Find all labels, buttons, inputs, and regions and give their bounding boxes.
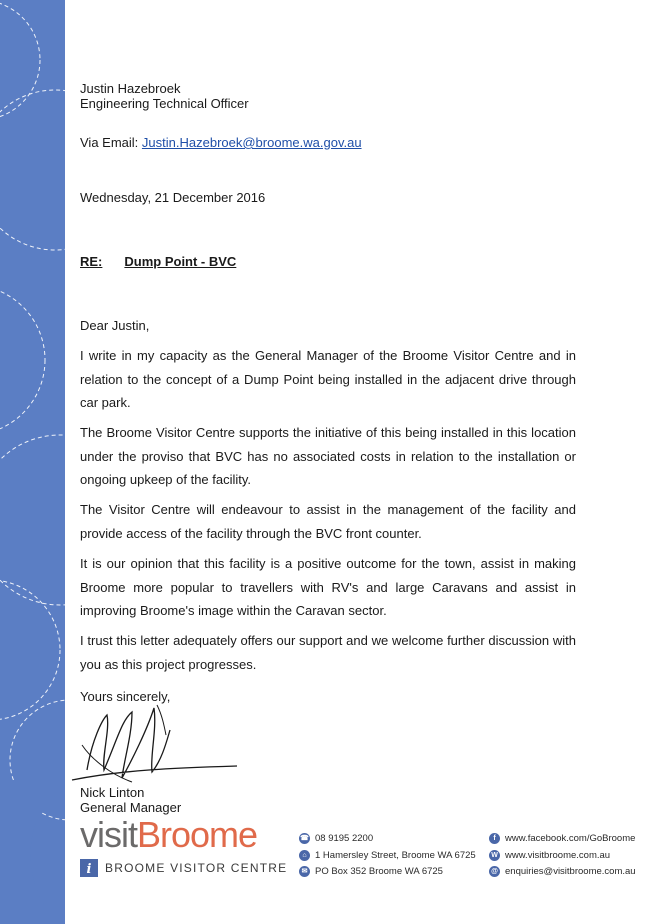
recipient-name: Justin Hazebroek xyxy=(80,81,181,96)
letter-date: Wednesday, 21 December 2016 xyxy=(80,190,266,205)
contact-phone-text: 08 9195 2200 xyxy=(315,832,374,844)
contact-facebook xyxy=(489,831,635,845)
contact-email xyxy=(489,864,636,878)
body-paragraph: The Visitor Centre will endeavour to assist in the management of the facility and provide access of the facility through the BVC front counter. xyxy=(80,502,576,541)
body-paragraph: I trust this letter adequately offers our support and we welcome further discussion with you as this project progresses. xyxy=(80,633,576,672)
body-paragraph: I write in my capacity as the General Manager of the Broome Visitor Centre and in relation to the concept of a Dump Point being installed in the adjacent drive through car park. xyxy=(80,348,576,410)
recipient-title: Engineering Technical Officer xyxy=(80,96,249,111)
logo-visit-text: visit xyxy=(80,814,137,855)
contact-address xyxy=(299,848,476,862)
signatory-name: Nick Linton xyxy=(80,785,145,800)
logo-broome-text: Broome xyxy=(137,814,258,855)
recipient-email-link[interactable]: Justin.Hazebroek@broome.wa.gov.au xyxy=(141,135,362,150)
contact-facebook-text[interactable]: www.facebook.com/GoBroome xyxy=(505,832,636,844)
contact-po-box-text: PO Box 352 Broome WA 6725 xyxy=(315,865,443,877)
bvc-info-icon xyxy=(80,859,98,877)
body-paragraph: The Broome Visitor Centre supports the initiative of this being installed in this location under the proviso that BVC has no associated costs in relation to the installation or ongoing upkeep of the facility. xyxy=(80,425,576,487)
body-paragraph: It is our opinion that this facility is a positive outcome for the town, assist in making Broome more popular to travellers with RV's and large Caravans and assist in improving Broome's image within the Caravan sector. xyxy=(80,556,576,618)
signature xyxy=(62,700,262,790)
subject-text: Dump Point - BVC xyxy=(124,254,237,269)
contact-website xyxy=(489,848,610,862)
signatory-title: General Manager xyxy=(80,800,182,815)
via-email-line xyxy=(80,135,362,151)
home-icon: ⌂ xyxy=(299,850,310,861)
email-icon: @ xyxy=(489,866,500,877)
web-icon: W xyxy=(489,850,500,861)
logo-subtitle xyxy=(80,859,287,877)
contact-email-text[interactable]: enquiries@visitbroome.com.au xyxy=(505,865,636,877)
contact-address-text: 1 Hamersley Street, Broome WA 6725 xyxy=(315,849,476,861)
svg-text:i: i xyxy=(86,862,92,877)
facebook-icon: f xyxy=(489,833,500,844)
contact-phone xyxy=(299,831,373,845)
visitbroome-logo xyxy=(80,815,257,855)
logo-subtitle-text: BROOME VISITOR CENTRE xyxy=(105,861,288,875)
salutation: Dear Justin, xyxy=(80,318,150,333)
closing: Yours sincerely, xyxy=(80,689,171,704)
contact-website-text[interactable]: www.visitbroome.com.au xyxy=(505,849,611,861)
via-email-label: Via Email: xyxy=(80,135,139,150)
subject-line xyxy=(80,254,236,270)
subject-prefix: RE: xyxy=(80,254,103,269)
mailbox-icon: ✉ xyxy=(299,866,310,877)
contact-po-box xyxy=(299,864,443,878)
phone-icon: ☎ xyxy=(299,833,310,844)
